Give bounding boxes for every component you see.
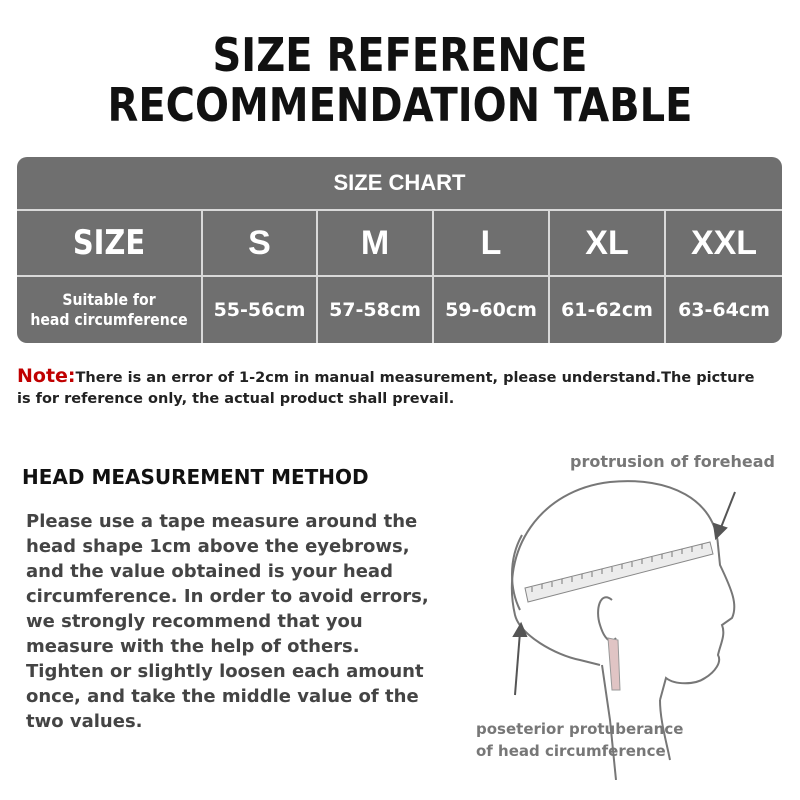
- circumference-cell: 57-58cm: [329, 299, 421, 321]
- page-title-line1: SIZE REFERENCE: [212, 29, 588, 83]
- arrow-posterior-icon: [514, 624, 526, 695]
- size-chart-heading: SIZE CHART: [333, 170, 466, 195]
- circumference-cell: 55-56cm: [213, 299, 306, 321]
- method-line: Please use a tape measure around the: [26, 511, 418, 532]
- method-line: circumference. In order to avoid errors,: [26, 586, 429, 607]
- method-line: Tighten or slightly loosen each amount: [26, 661, 424, 682]
- size-cell: S: [248, 223, 271, 262]
- method-line: and the value obtained is your head: [26, 561, 393, 582]
- circumference-cell: 63-64cm: [678, 299, 770, 321]
- label-forehead: protrusion of forehead: [570, 452, 775, 471]
- row-label-circumference: [28, 277, 190, 343]
- size-cell: L: [480, 223, 502, 262]
- row-label-circumference-line1: Suitable for: [62, 290, 156, 309]
- label-posterior: [476, 718, 683, 762]
- method-line: head shape 1cm above the eyebrows,: [26, 536, 410, 557]
- note-text-line1: There is an error of 1-2cm in manual measurement, please understand.The picture: [75, 370, 755, 386]
- note-text-line2: is for reference only, the actual product shall prevail.: [17, 391, 455, 407]
- method-line: measure with the help of others.: [26, 636, 360, 657]
- size-cell: M: [360, 223, 390, 262]
- method-title: HEAD MEASUREMENT METHOD: [22, 465, 369, 489]
- row-label-circumference-line2: head circumference: [30, 310, 188, 329]
- label-posterior-line2: of head circumference: [476, 742, 666, 760]
- note: [17, 366, 787, 409]
- page-title-line2: RECOMMENDATION TABLE: [107, 79, 693, 133]
- size-cell: XXL: [690, 223, 758, 262]
- method-line: once, and take the middle value of the: [26, 686, 419, 707]
- row-label-size: SIZE: [72, 223, 146, 263]
- size-chart-table: [17, 157, 782, 343]
- method-line: we strongly recommend that you: [26, 611, 363, 632]
- size-cell: XL: [585, 223, 629, 262]
- circumference-cell: 61-62cm: [561, 299, 653, 321]
- method-line: two values.: [26, 711, 143, 732]
- note-label: Note:: [17, 365, 76, 387]
- circumference-cell: 59-60cm: [445, 299, 537, 321]
- label-posterior-line1: poseterior protuberance: [476, 720, 684, 738]
- tape-measure-icon: [525, 542, 713, 602]
- hair-strand-icon: [608, 638, 620, 690]
- method-body: [26, 509, 436, 734]
- ear-icon: [598, 597, 616, 640]
- arrow-forehead-icon: [714, 492, 735, 538]
